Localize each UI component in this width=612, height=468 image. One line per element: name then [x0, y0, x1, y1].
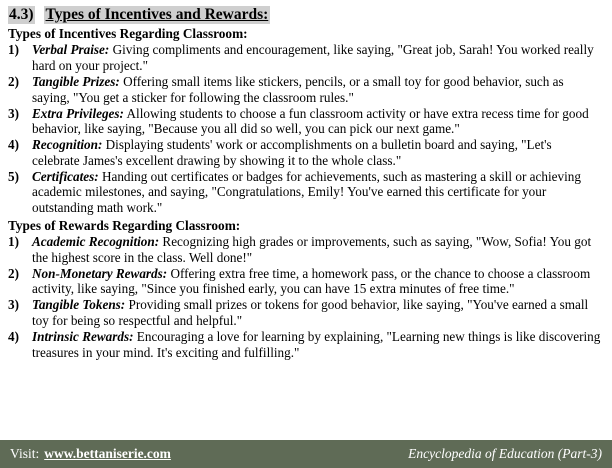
list-item-marker: 2)	[8, 265, 19, 281]
list-item-text: Displaying students' work or accomplishments on a bulletin board and saying, "Let's celebrate James's excellent drawing by showing it to the whole class."	[32, 137, 552, 168]
section-heading-rewards: Types of Rewards Regarding Classroom:	[8, 217, 241, 233]
list-item-text: Handing out certificates or badges for achievements, such as mastering a skill or achieving academic milestones, and saying, "Congratulations, Emily! You've earned this certificate for your outstanding math work."	[32, 168, 581, 216]
rewards-list	[6, 234, 606, 360]
list-item-lead: Tangible Tokens:	[32, 297, 126, 313]
list-item-body	[32, 297, 606, 328]
list-item-marker: 4)	[8, 329, 19, 345]
list-item-lead: Verbal Praise:	[32, 42, 110, 58]
list-item-text: Recognizing high grades or improvements, such as saying, "Wow, Sofia! You got the highest score in the class. Well done!"	[32, 234, 592, 265]
list-item-lead: Certificates:	[32, 168, 99, 184]
list-item	[6, 266, 606, 297]
list-item-lead: Tangible Prizes:	[32, 73, 120, 89]
footer-website-link[interactable]: www.bettaniserie.com	[44, 446, 171, 461]
list-item-marker: 5)	[8, 168, 19, 184]
list-item-marker: 1)	[8, 42, 19, 58]
list-item-body	[32, 234, 606, 265]
list-item	[6, 42, 606, 73]
list-item	[6, 137, 606, 168]
list-item-body	[32, 106, 606, 137]
list-item	[6, 169, 606, 216]
list-item-body	[32, 266, 606, 297]
page-title	[8, 6, 606, 24]
list-item-text: Offering small items like stickers, pencils, or a small toy for good behavior, such as saying, "You get a sticker for following the classroom rules."	[32, 73, 564, 105]
page-title-text: Types of Incentives and Rewards:	[45, 6, 269, 23]
list-item-lead: Non-Monetary Rewards:	[32, 265, 168, 281]
list-item-text: Giving compliments and encouragement, like saying, "Great job, Sarah! You worked really hard on your project."	[32, 42, 594, 73]
list-item-body	[32, 42, 606, 73]
footer-book-title: Encyclopedia of Education (Part-3)	[408, 446, 602, 461]
list-item	[6, 106, 606, 137]
list-item-marker: 3)	[8, 297, 19, 313]
list-item	[6, 297, 606, 328]
list-item-text: Allowing students to choose a fun classroom activity or have extra recess time for good behavior, like saying, "Because you all did so well, you can pick our next game."	[32, 105, 589, 137]
list-item-body	[32, 74, 606, 105]
list-item-lead: Recognition:	[32, 137, 103, 153]
list-item-body	[32, 137, 606, 168]
list-item	[6, 329, 606, 360]
list-item-lead: Academic Recognition:	[32, 234, 160, 250]
footer-visit-label: Visit:	[10, 446, 40, 461]
list-item-marker: 4)	[8, 137, 19, 153]
page-title-number: 4.3)	[9, 6, 34, 23]
incentives-list	[6, 42, 606, 215]
document-content	[6, 4, 606, 438]
list-item-body	[32, 169, 606, 216]
list-item-text: Encouraging a love for learning by explaining, "Learning new things is like discovering treasures in your mind. It's exciting and fulfilling."	[32, 329, 601, 360]
footer-visit	[10, 446, 171, 462]
list-item	[6, 74, 606, 105]
list-item-body	[32, 329, 606, 360]
list-item-text: Offering extra free time, a homework pass, or the chance to choose a classroom activity, like saying, "Since you finished early, you can have 15 extra minutes of free time."	[32, 265, 591, 297]
page-footer	[0, 440, 612, 468]
list-item-marker: 2)	[8, 73, 19, 89]
list-item-lead: Intrinsic Rewards:	[32, 329, 134, 345]
list-item-lead: Extra Privileges:	[32, 105, 124, 121]
list-item-text: Providing small prizes or tokens for good behavior, like saying, "You've earned a small toy for being so respectful and helpful."	[32, 297, 589, 328]
list-item-marker: 3)	[8, 105, 19, 121]
list-item	[6, 234, 606, 265]
section-heading-incentives: Types of Incentives Regarding Classroom:	[8, 25, 248, 41]
list-item-marker: 1)	[8, 234, 19, 250]
